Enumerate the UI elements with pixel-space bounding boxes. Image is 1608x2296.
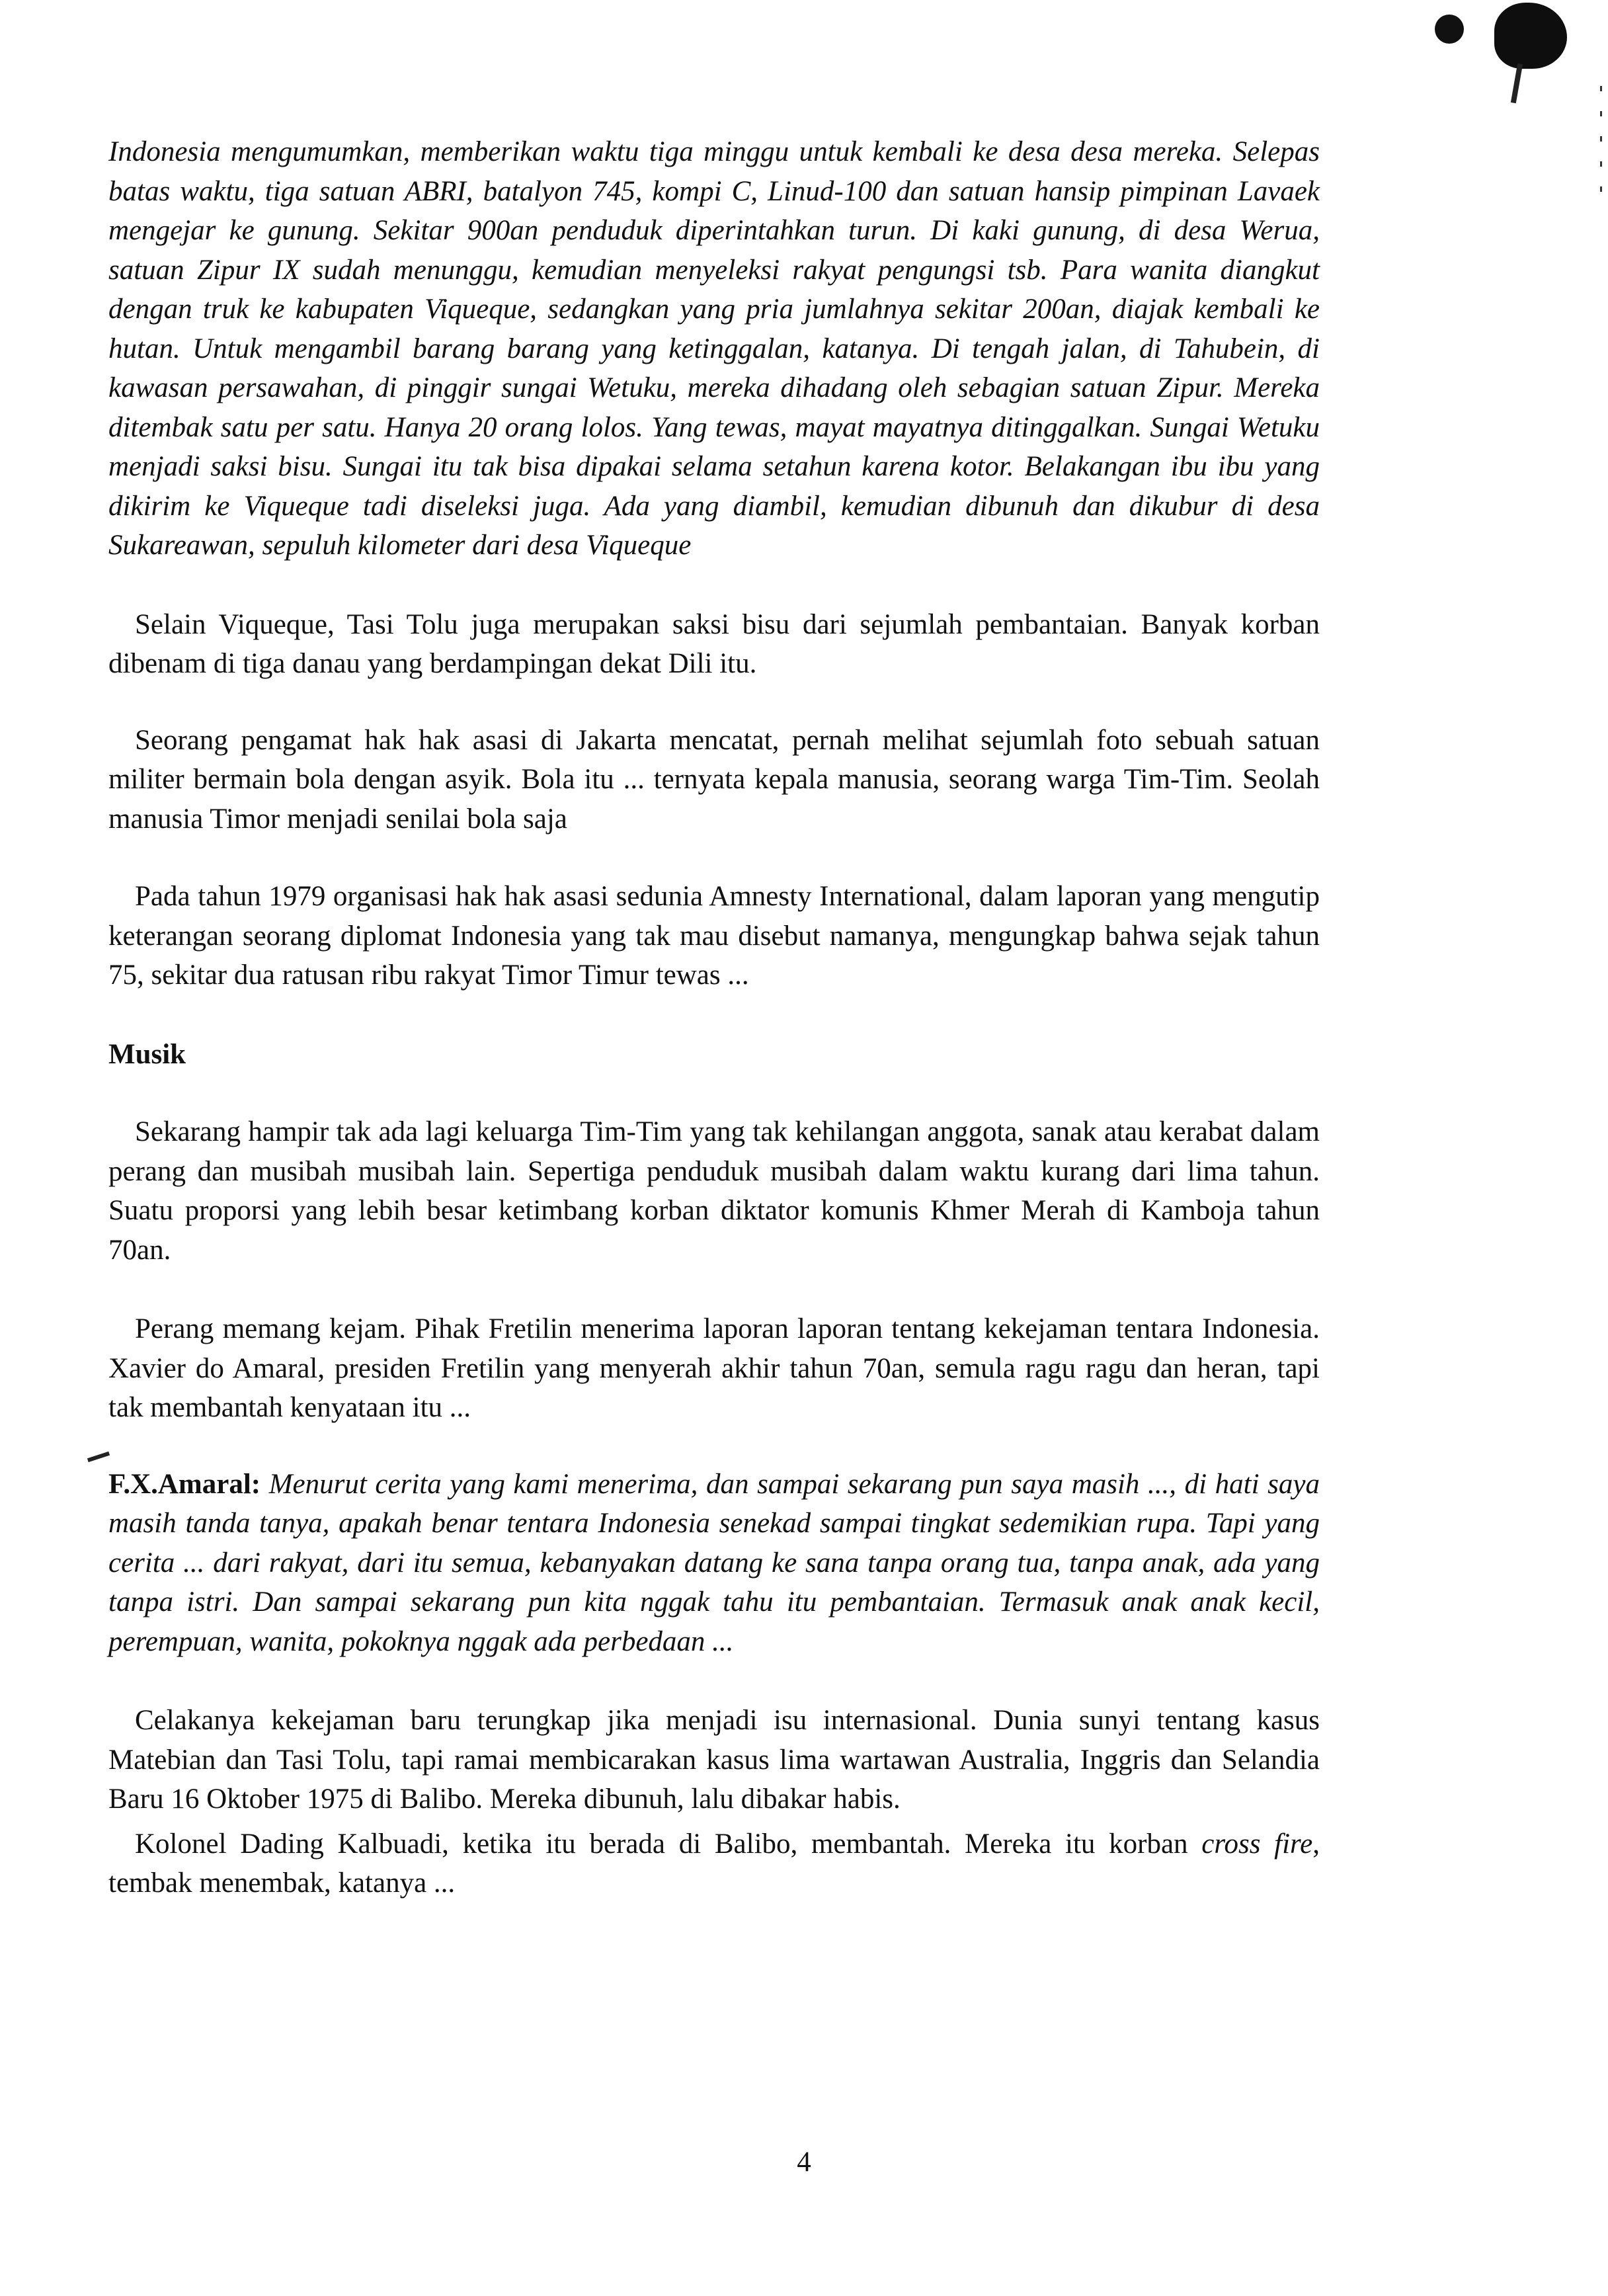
scan-artifact-dot bbox=[1435, 15, 1464, 44]
margin-mark bbox=[87, 1452, 110, 1462]
scan-artifact-blot bbox=[1494, 3, 1567, 69]
paragraph-victims: Sekarang hampir tak ada lagi keluarga Tim-Tim yang tak kehilangan anggota, sanak atau kerabat dalam perang dan musibah musibah lain. Sepertiga penduduk musibah dalam waktu kurang dari lima tahun. Suatu proporsi yang lebih besar ketimbang korban diktator komunis Khmer Merah di Kamboja tahun 70an. bbox=[108, 1116, 1320, 1266]
paragraph-kalbuadi-start: Kolonel Dading Kalbuadi, ketika itu berada di Balibo, membantah. Mereka itu korban bbox=[135, 1828, 1202, 1860]
section-heading-musik: Musik bbox=[108, 1038, 186, 1070]
paragraph-kalbuadi-end: , tembak menembak, katanya ... bbox=[108, 1828, 1320, 1899]
quote-amaral bbox=[108, 1465, 1320, 1662]
scan-edge-marks bbox=[1600, 86, 1602, 192]
paragraph-fretilin: Perang memang kejam. Pihak Fretilin menerima laporan laporan tentang kekejaman tentara Indonesia. Xavier do Amaral, presiden Fretilin yang menyerah akhir tahun 70an, semula ragu ragu dan heran, tapi tak membantah kenyataan itu ... bbox=[108, 1313, 1320, 1423]
document-body bbox=[108, 132, 1320, 1903]
cross-fire-term: cross fire bbox=[1201, 1828, 1313, 1860]
speaker-label: F.X.Amaral: bbox=[108, 1468, 261, 1500]
paragraph-kalbuadi bbox=[108, 1824, 1320, 1903]
quote-viqueque: Indonesia mengumumkan, memberikan waktu tiga minggu untuk kembali ke desa desa mereka. Selepas batas waktu, tiga satuan ABRI, batalyon 745, kompi C, Linud-100 dan satuan hansip pimpinan Lavaek mengejar ke gunung. Sekitar 900an penduduk diperintahkan turun. Di kaki gunung, di desa Werua, satuan Zipur IX sudah menunggu, kemudian menyeleksi rakyat pengungsi tsb. Para wanita diangkut dengan truk ke kabupaten Viqueque, sedangkan yang pria jumlahnya sekitar 200an, diajak kembali ke hutan. Untuk mengambil barang barang yang ketinggalan, katanya. Di tengah jalan, di Tahubein, di kawasan persawahan, di pinggir sungai Wetuku, mereka dihadang oleh sebagian satuan Zipur. Mereka ditembak satu per satu. Hanya 20 orang lolos. Yang tewas, mayat mayatnya ditinggalkan. Sungai Wetuku menjadi saksi bisu. Sungai itu tak bisa dipakai selama setahun karena kotor. Belakangan ibu ibu yang dikirim ke Viqueque tadi diseleksi juga. Ada yang diambil, kemudian dibunuh dan dikubur di desa Sukareawan, sepuluh kilometer dari desa Viqueque bbox=[108, 136, 1320, 561]
paragraph-football: Seorang pengamat hak hak asasi di Jakarta mencatat, pernah melihat sejumlah foto sebuah satuan militer bermain bola dengan asyik. Bola itu ... ternyata kepala manusia, seorang warga Tim-Tim. Seolah manusia Timor menjadi senilai bola saja bbox=[108, 724, 1320, 835]
paragraph-balibo: Celakanya kekejaman baru terungkap jika menjadi isu internasional. Dunia sunyi tentang kasus Matebian dan Tasi Tolu, tapi ramai membicarakan kasus lima wartawan Australia, Inggris dan Selandia Baru 16 Oktober 1975 di Balibo. Mereka dibunuh, lalu dibakar habis. bbox=[108, 1705, 1320, 1815]
paragraph-tasi-tolu: Selain Viqueque, Tasi Tolu juga merupakan saksi bisu dari sejumlah pembantaian. Banyak korban dibenam di tiga danau yang berdampingan dekat Dili itu. bbox=[108, 608, 1320, 679]
page-number: 4 bbox=[797, 2147, 811, 2178]
quote-amaral-text: Menurut cerita yang kami menerima, dan sampai sekarang pun saya masih ..., di hati saya masih tanda tanya, apakah benar tentara Indonesia senekad sampai tingkat sedemikian rupa. Tapi yang cerita ... dari rakyat, dari itu semua, kebanyakan datang ke sana tanpa orang tua, tanpa anak, ada yang tanpa istri. Dan sampai sekarang pun kita nggak tahu itu pembantaian. Termasuk anak anak kecil, perempuan, wanita, pokoknya nggak ada perbedaan ... bbox=[108, 1468, 1320, 1657]
scan-artifact-stroke bbox=[1511, 63, 1523, 103]
paragraph-amnesty: Pada tahun 1979 organisasi hak hak asasi sedunia Amnesty International, dalam laporan yang mengutip keterangan seorang diplomat Indonesia yang tak mau disebut namanya, mengungkap bahwa sejak tahun 75, sekitar dua ratusan ribu rakyat Timor Timur tewas ... bbox=[108, 881, 1320, 991]
